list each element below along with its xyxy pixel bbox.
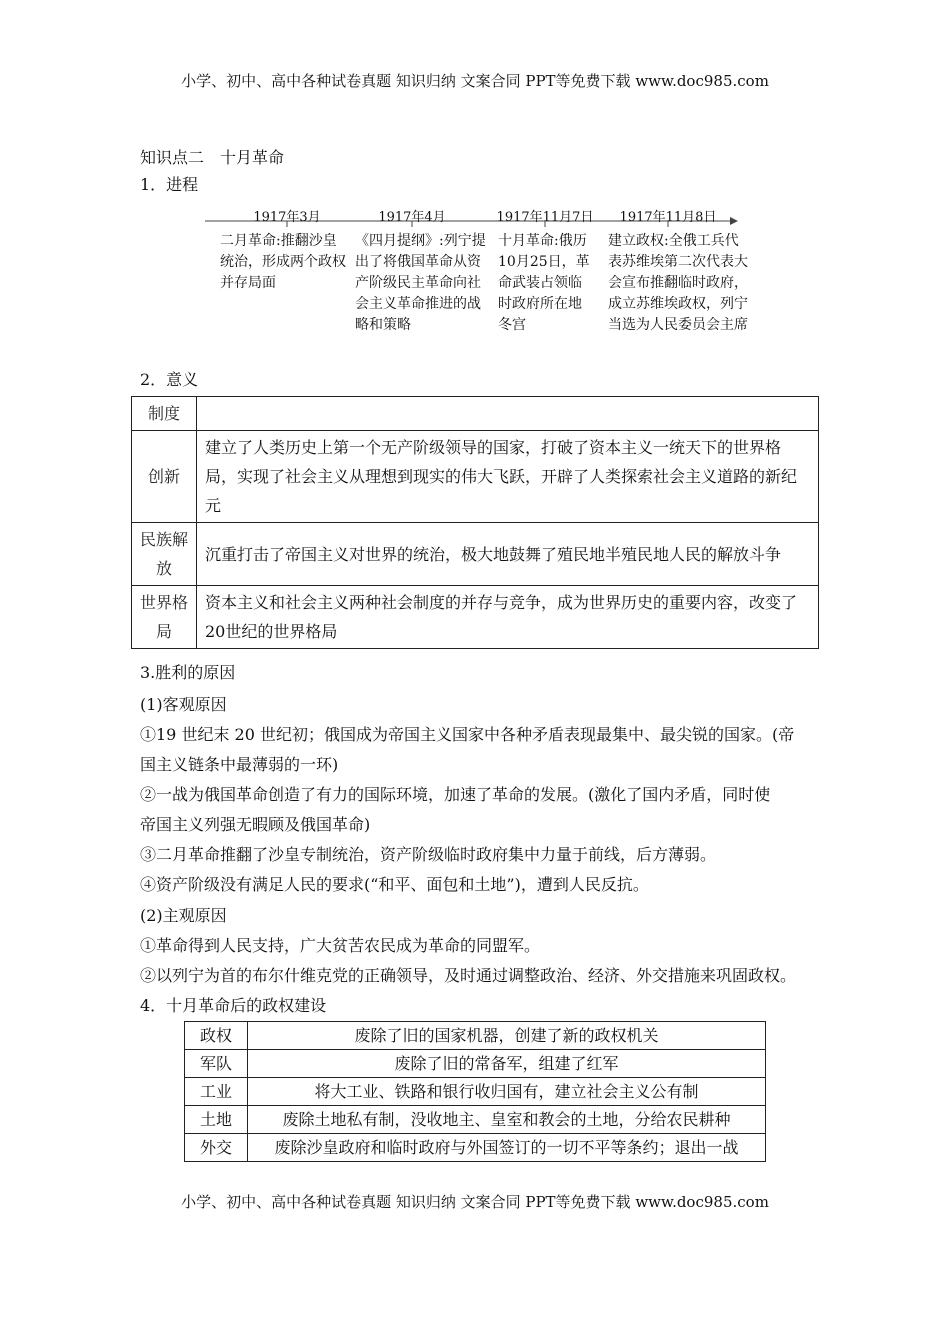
row-key: 制度 [132,397,197,431]
table-row [185,1078,766,1106]
table-row [185,1022,766,1050]
heading-process: 1．进程 [140,175,199,194]
timeline-text: 二月革命:推翻沙皇统治，形成两个政权并存局面 [220,233,346,291]
row-value: 废除了旧的常备军，组建了红军 [248,1050,766,1078]
table-row [185,1134,766,1162]
heading-significance: 2．意义 [140,370,199,389]
text-line: (2)主观原因 [140,906,227,925]
row-value: 废除土地私有制，没收地主、皇室和教会的土地，分给农民耕种 [248,1106,766,1134]
row-key: 政权 [185,1022,248,1050]
table-row [185,1050,766,1078]
section-title: 知识点二 十月革命 [140,148,285,167]
timeline-text: 建立政权:全俄工兵代表苏维埃第二次代表大会宣布推翻临时政府，成立苏维埃政权，列宁当选为人民委员会主席 [608,233,748,333]
row-key: 民族解放 [132,523,197,586]
timeline-date: 1917年4月 [378,210,446,225]
timeline-date: 1917年11月8日 [619,210,717,225]
row-value: 资本主义和社会主义两种社会制度的并存与竞争，成为世界历史的重要内容，改变了20世纪的世界格局 [197,586,819,649]
significance-table [131,396,819,649]
row-value [197,397,819,431]
construction-table [184,1021,766,1162]
table-row [132,586,819,649]
page-footer: 小学、初中、高中各种试卷真题 知识归纳 文案合同 PPT等免费下载 www.doc985.com [181,1193,769,1211]
text-line: ④资产阶级没有满足人民的要求(“和平、面包和土地”)，遭到人民反抗。 [140,875,649,894]
timeline-date: 1917年3月 [253,210,321,225]
text-line: ①19 世纪末 20 世纪初；俄国成为帝国主义国家中各种矛盾表现最集中、最尖锐的国家。(帝 [140,725,795,744]
timeline-text: 十月革命:俄历10月25日，革命武装占领临时政府所在地冬宫 [498,233,590,333]
row-value: 废除沙皇政府和临时政府与外国签订的一切不平等条约；退出一战 [248,1134,766,1162]
row-key: 工业 [185,1078,248,1106]
heading-reasons: 3.胜利的原因 [140,663,236,682]
table-row [132,397,819,431]
text-line: ③二月革命推翻了沙皇专制统治，资产阶级临时政府集中力量于前线，后方薄弱。 [140,845,717,864]
heading-construction: 4．十月革命后的政权建设 [140,996,327,1015]
text-line: ②以列宁为首的布尔什维克党的正确领导，及时通过调整政治、经济、外交措施来巩固政权。 [140,966,797,985]
row-value: 沉重打击了帝国主义对世界的统治，极大地鼓舞了殖民地半殖民地人民的解放斗争 [197,523,819,586]
table-row [132,431,819,523]
row-value: 废除了旧的国家机器，创建了新的政权机关 [248,1022,766,1050]
text-line: ①革命得到人民支持，广大贫苦农民成为革命的同盟军。 [140,936,541,955]
row-value: 将大工业、铁路和银行收归国有，建立社会主义公有制 [248,1078,766,1106]
row-key: 土地 [185,1106,248,1134]
timeline-text: 《四月提纲》:列宁提出了将俄国革命从资产阶级民主革命向社会主义革命推进的战略和策略 [355,233,486,333]
table-row [185,1106,766,1134]
table-row [132,523,819,586]
row-key: 创新 [132,431,197,523]
timeline-date: 1917年11月7日 [496,210,594,225]
row-key: 外交 [185,1134,248,1162]
row-value: 建立了人类历史上第一个无产阶级领导的国家，打破了资本主义一统天下的世界格局，实现了社会主义从理想到现实的伟大飞跃，开辟了人类探索社会主义道路的新纪元 [197,431,819,523]
text-line: (1)客观原因 [140,695,227,714]
row-key: 军队 [185,1050,248,1078]
text-line: ②一战为俄国革命创造了有力的国际环境，加速了革命的发展。(激化了国内矛盾，同时使 [140,785,771,804]
row-key: 世界格局 [132,586,197,649]
text-line: 国主义链条中最薄弱的一环) [140,755,339,774]
page-header: 小学、初中、高中各种试卷真题 知识归纳 文案合同 PPT等免费下载 www.doc985.com [181,72,769,90]
text-line: 帝国主义列强无暇顾及俄国革命) [140,815,371,834]
